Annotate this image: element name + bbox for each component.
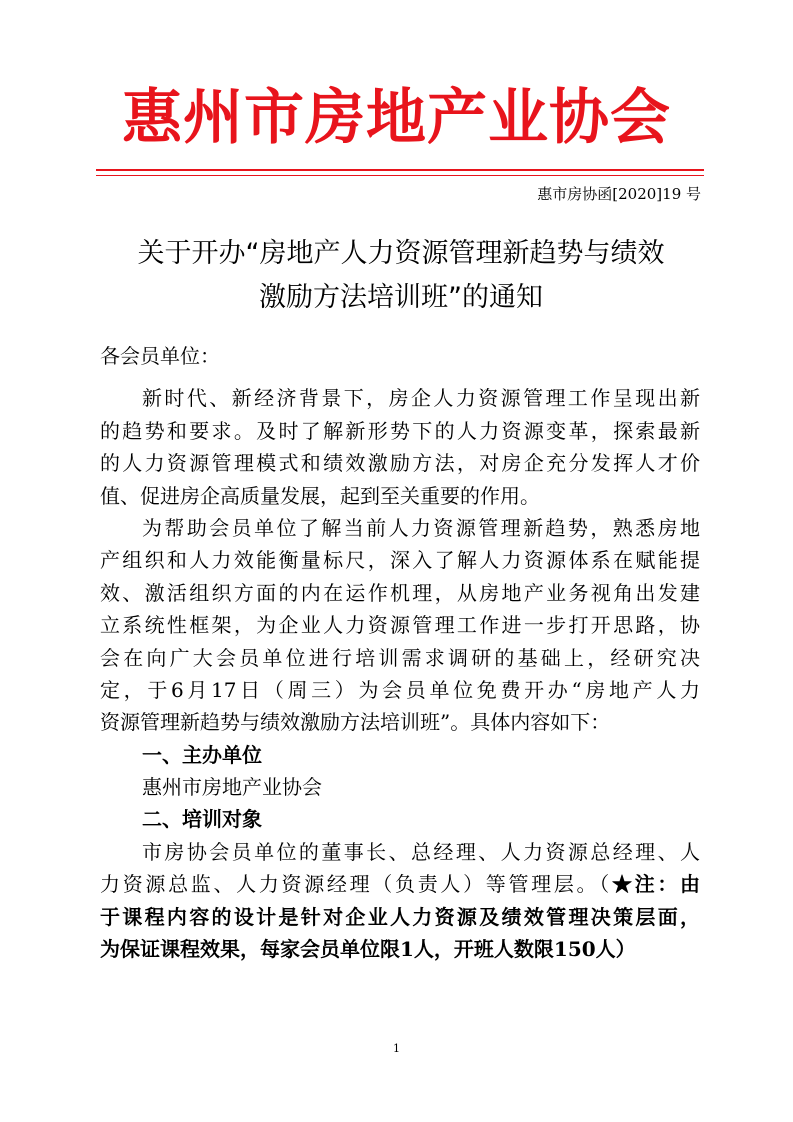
paragraph-line: 的趋势和要求。及时了解新形势下的人力资源变革，探索最新: [100, 418, 700, 443]
document-title: [96, 232, 706, 320]
paragraph-line-mixed: [100, 868, 700, 900]
paragraph-2: [100, 512, 700, 739]
page-number: 1: [393, 1042, 400, 1055]
note-line-bold: 为保证课程效果，每家会员单位限1人，开班人数限150人）: [100, 937, 636, 962]
section-organizer: [100, 739, 700, 804]
paragraph-line: 效、激活组织方面的内在运作机理，从房地产业务视角出发建: [100, 580, 700, 605]
paragraph-line: 会在向广大会员单位进行培训需求调研的基础上，经研究决: [100, 645, 700, 670]
paragraph-line: 新时代、新经济背景下，房企人力资源管理工作呈现出新: [142, 386, 700, 411]
section-audience: [100, 803, 700, 965]
paragraph-line: 市房协会员单位的董事长、总经理、人力资源总经理、人: [142, 839, 700, 864]
salutation: 各会员单位：: [100, 344, 220, 368]
audience-text: 力资源总监、人力资源经理（负责人）等管理层。（: [100, 872, 612, 897]
paragraph-line: 的人力资源管理模式和绩效激励方法，对房企充分发挥人才价: [100, 451, 700, 476]
org-letterhead-title: 惠州市房地产业协会: [122, 83, 671, 153]
paragraph-line: 立系统性框架，为企业人力资源管理工作进一步打开思路，协: [100, 613, 700, 638]
document-title-line-1: 关于开办“房地产人力资源管理新趋势与绩效: [137, 238, 665, 269]
paragraph-line: 产组织和人力效能衡量标尺，深入了解人力资源体系在赋能提: [100, 548, 700, 573]
note-line-bold: 于课程内容的设计是针对企业人力资源及绩效管理决策层面，: [100, 904, 700, 929]
organizer-name: 惠州市房地产业协会: [142, 775, 322, 800]
paragraph-1: [100, 382, 700, 512]
paragraph-line: 值、促进房企高质量发展，起到至关重要的作用。: [100, 483, 540, 508]
paragraph-line: 为帮助会员单位了解当前人力资源管理新趋势，熟悉房地: [142, 515, 700, 540]
document-title-line-2: 激励方法培训班”的通知: [259, 282, 543, 313]
letterhead-rule-thick: [96, 169, 704, 171]
letterhead-rule-thin: [96, 175, 704, 176]
note-text-bold: ★注：由: [611, 872, 700, 897]
section-heading-audience: 二、培训对象: [142, 807, 262, 832]
document-number: 惠市房协函[2020]19 号: [537, 185, 701, 203]
document-body: [100, 340, 700, 965]
section-heading-organizer: 一、主办单位: [142, 742, 262, 767]
paragraph-line: 定，于6月17日（周三）为会员单位免费开办“房地产人力: [100, 677, 700, 702]
paragraph-line: 资源管理新趋势与绩效激励方法培训班”。具体内容如下：: [100, 710, 611, 735]
